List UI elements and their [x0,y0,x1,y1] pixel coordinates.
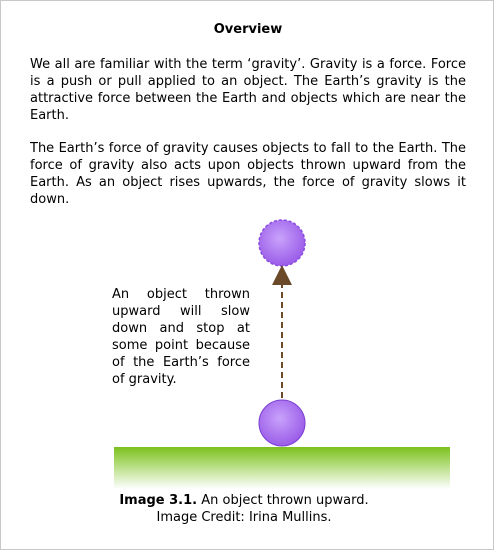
ground [114,447,450,489]
figure-caption [114,492,374,526]
callout-text: An object thrown upward will slow down and stop at some point because of the Earth’s force of gravity. [112,287,250,387]
caption-label: Image 3.1. [119,493,198,508]
caption-text: An object thrown upward. [197,493,369,508]
ball-bottom [259,400,305,446]
intro-paragraph: We all are familiar with the term ‘gravity’. Gravity is a force. Force is a push or pull applied to an object. The Earth’s gravity is the attractive force between the Earth and objects which are near the Earth. [30,57,466,123]
gravity-paragraph: The Earth’s force of gravity causes objects to fall to the Earth. The force of gravity also acts upon objects thrown upward from the Earth. As an object rises upwards, the force of gravity slows it down. [30,141,466,207]
ball-top-dashed [259,220,305,266]
image-credit: Image Credit: Irina Mullins. [156,510,332,525]
page-title: Overview [213,22,283,37]
